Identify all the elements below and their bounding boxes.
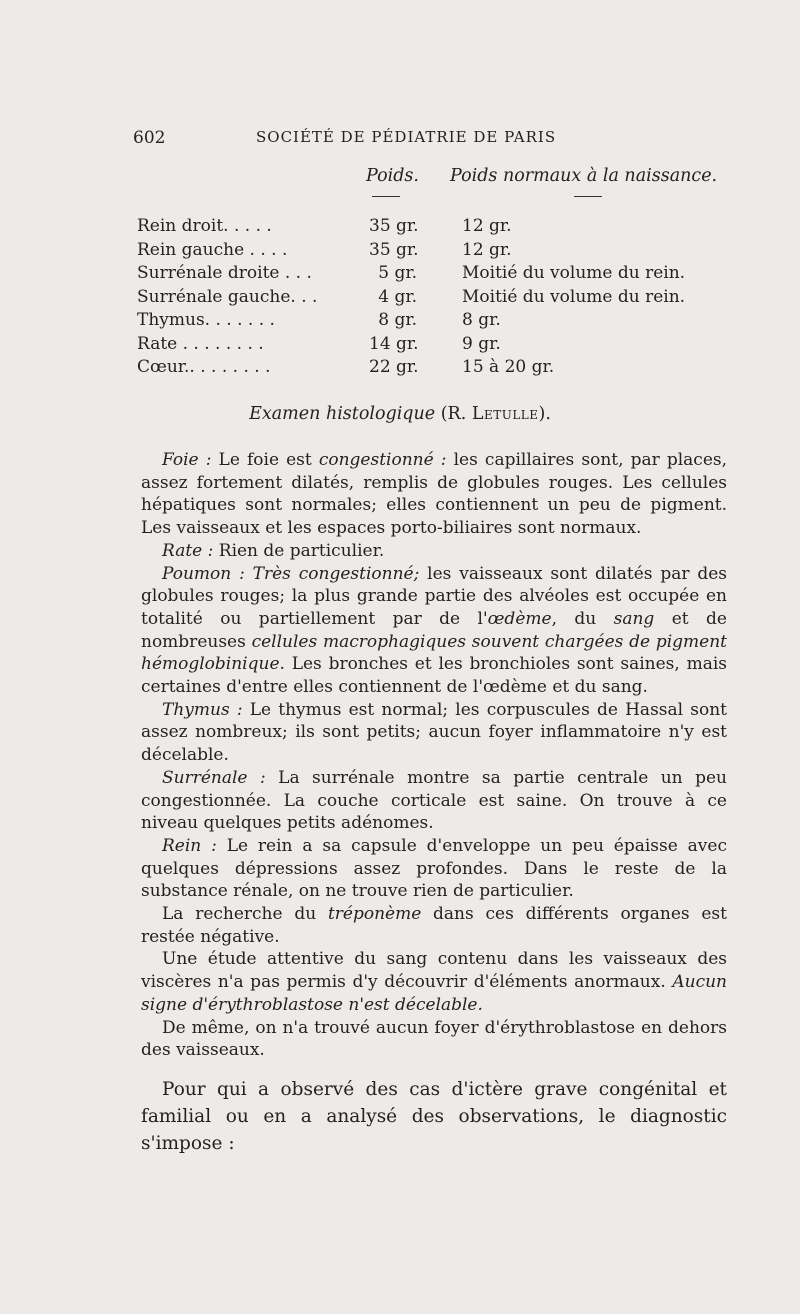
text: La recherche du	[162, 904, 328, 925]
page-number: 602	[133, 128, 166, 148]
paragraph-final: Pour qui a observé des cas d'ictère grave congénital et familial ou en a analysé des observations, le diagnostic s'impose :	[141, 1079, 727, 1154]
table-row	[137, 310, 737, 334]
text: dans ces différents organes est restée négative.	[141, 904, 727, 947]
text: . Les bronches et les bronchioles sont saines, mais certaines d'entre elles contiennent de l'œdème et du sang.	[141, 654, 727, 698]
italic-text: tréponème	[327, 904, 422, 925]
organ-label: Foie :	[162, 450, 212, 470]
organ-weight: 5 gr.	[378, 263, 417, 283]
column-header-poids-normaux: Poids normaux à la naissance.	[450, 166, 718, 186]
organ-label: Rein :	[162, 835, 217, 856]
normal-weight: 12 gr.	[462, 239, 512, 260]
histology-text	[141, 449, 727, 1062]
text: Le rein a sa capsule d'enveloppe un peu épaisse avec quelques dépressions assez profondes. Dans le reste de la substance rénale, on ne trouve rien de particulier.	[141, 835, 727, 902]
normal-weight: 15 à 20 gr.	[462, 357, 555, 377]
organ-name: Rein droit. . . . .	[137, 216, 272, 236]
paragraph-treponeme	[141, 903, 727, 948]
paragraph-surrenale	[141, 767, 727, 835]
italic-text: sang	[613, 608, 655, 629]
paragraph-sang	[141, 948, 727, 1016]
organ-weight: 4 gr.	[378, 286, 417, 307]
table-row	[137, 357, 737, 381]
organ-name: Thymus. . . . . . .	[137, 310, 275, 330]
normal-weight: Moitié du volume du rein.	[462, 286, 686, 307]
organ-weight: 35 gr.	[369, 216, 419, 236]
text: les capillaires sont, par places, assez fortement dilatés, remplis de globules rouges. Les cellules hépatiques sont normales; elles contiennent un peu de pigment. Les vaisseaux et les espaces porto-biliaires sont normaux.	[141, 450, 728, 539]
organ-weight: 14 gr.	[369, 333, 419, 354]
text: , du	[551, 608, 614, 629]
paragraph-rate	[141, 540, 727, 563]
paragraph-foie	[141, 449, 727, 540]
italic-text: cellules macrophagiques souvent chargées de pigment hémoglobinique	[141, 631, 727, 675]
table-row	[137, 334, 737, 358]
column-header-poids: Poids.	[366, 166, 419, 186]
organ-label: Thymus :	[162, 699, 243, 720]
organ-label: Rate :	[162, 540, 214, 561]
normal-weight: 12 gr.	[462, 216, 512, 236]
table-row	[137, 216, 737, 240]
table-row	[137, 287, 737, 311]
column-rule	[372, 196, 400, 197]
normal-weight: Moitié du volume du rein.	[462, 263, 686, 283]
paragraph-foyer	[141, 1017, 727, 1062]
conclusion-text	[141, 1076, 727, 1157]
organ-name: Surrénale droite . . .	[137, 263, 312, 283]
text: De même, on n'a trouvé aucun foyer d'érythroblastose en dehors des vaisseaux.	[141, 1017, 727, 1061]
italic-text: œdème	[487, 608, 552, 629]
section-heading	[0, 404, 800, 424]
italic-text: congestionné :	[318, 450, 447, 470]
paragraph-thymus	[141, 699, 727, 767]
table-row	[137, 240, 737, 264]
text: Le thymus est normal; les corpuscules de Hassal sont assez nombreux; ils sont petits; aucun foyer inflammatoire n'y est décelable.	[141, 699, 727, 766]
paragraph-rein	[141, 835, 727, 903]
organ-name: Rate . . . . . . . .	[137, 333, 264, 354]
column-rule	[574, 196, 602, 197]
text: et de nombreuses	[141, 608, 727, 652]
text: Le foie est	[211, 450, 319, 470]
weights-table	[137, 216, 737, 381]
normal-weight: 8 gr.	[462, 310, 501, 330]
paragraph-poumon	[141, 563, 727, 699]
organ-weight: 35 gr.	[369, 239, 419, 260]
section-heading-text: Examen histologique	[249, 404, 436, 424]
text: Rien de particulier.	[213, 540, 385, 561]
text: La surrénale montre sa partie centrale un peu congestionnée. La couche corticale est saine. On trouve à ce niveau quelques petits adénomes.	[141, 767, 727, 834]
italic-text: Aucun signe d'érythroblastose n'est décelable.	[141, 972, 727, 1015]
paren-close: ).	[538, 404, 551, 424]
organ-name: Rein gauche . . . .	[137, 239, 288, 260]
table-row	[137, 263, 737, 287]
organ-label: Poumon :	[162, 563, 245, 584]
organ-name: Cœur.. . . . . . . .	[137, 357, 271, 377]
running-header	[133, 128, 753, 154]
journal-title: SOCIÉTÉ DE PÉDIATRIE DE PARIS	[256, 128, 557, 146]
text: les vaisseaux sont dilatés par des globules rouges; la plus grande partie des alvéoles est occupée en totalité ou partiellement par de l'	[141, 563, 727, 629]
paren-open: (R.	[435, 404, 472, 424]
author-name: Letulle	[471, 404, 539, 424]
normal-weight: 9 gr.	[462, 333, 501, 354]
organ-label: Surrénale :	[162, 767, 266, 788]
organ-weight: 8 gr.	[378, 310, 417, 330]
organ-name: Surrénale gauche. . .	[137, 286, 318, 307]
italic-text: Très congestionné;	[244, 563, 420, 584]
organ-weight: 22 gr.	[369, 357, 419, 377]
text: Une étude attentive du sang contenu dans les vaisseaux des viscères n'a pas permis d'y découvrir d'éléments anormaux.	[141, 949, 727, 993]
